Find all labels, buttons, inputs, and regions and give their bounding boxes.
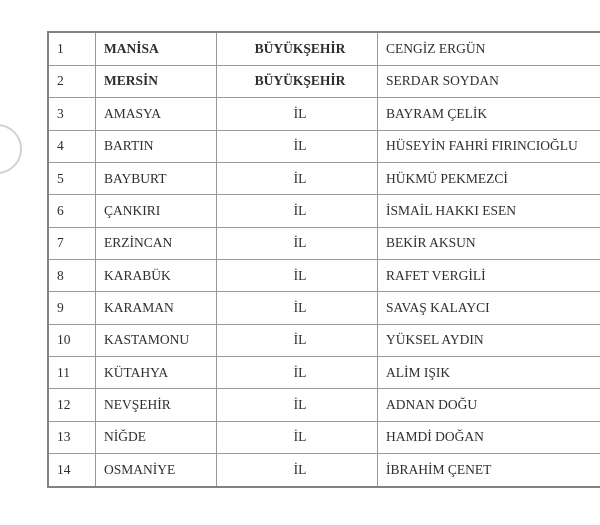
row-number-cell: 4 <box>48 130 96 162</box>
province-cell: KARABÜK <box>96 259 217 291</box>
candidate-cell: SERDAR SOYDAN <box>378 65 600 97</box>
province-cell: KÜTAHYA <box>96 357 217 389</box>
candidate-cell: SAVAŞ KALAYCI <box>378 292 600 324</box>
province-cell: NEVŞEHİR <box>96 389 217 421</box>
type-cell: İL <box>217 98 378 130</box>
type-cell: İL <box>217 130 378 162</box>
candidate-cell: RAFET VERGİLİ <box>378 259 600 291</box>
type-cell: İL <box>217 292 378 324</box>
province-cell: ERZİNCAN <box>96 227 217 259</box>
row-number-cell: 10 <box>48 324 96 356</box>
row-number-cell: 3 <box>48 98 96 130</box>
province-cell: AMASYA <box>96 98 217 130</box>
type-cell: İL <box>217 357 378 389</box>
row-number-cell: 14 <box>48 454 96 487</box>
type-cell: BÜYÜKŞEHİR <box>217 65 378 97</box>
table-row <box>48 227 600 259</box>
candidate-cell: HÜKMÜ PEKMEZCİ <box>378 162 600 194</box>
table-row <box>48 98 600 130</box>
row-number-cell: 7 <box>48 227 96 259</box>
row-number-cell: 12 <box>48 389 96 421</box>
candidate-cell: ADNAN DOĞU <box>378 389 600 421</box>
partial-circle-decoration <box>0 124 22 174</box>
table-row <box>48 130 600 162</box>
table-row <box>48 162 600 194</box>
type-cell: İL <box>217 421 378 453</box>
candidate-cell: CENGİZ ERGÜN <box>378 32 600 65</box>
table-row <box>48 32 600 65</box>
candidate-cell: BAYRAM ÇELİK <box>378 98 600 130</box>
candidate-cell: ALİM IŞIK <box>378 357 600 389</box>
candidate-table-body <box>48 32 600 487</box>
table-row <box>48 259 600 291</box>
province-cell: BARTIN <box>96 130 217 162</box>
province-cell: OSMANİYE <box>96 454 217 487</box>
province-cell: KASTAMONU <box>96 324 217 356</box>
province-cell: BAYBURT <box>96 162 217 194</box>
province-cell: NİĞDE <box>96 421 217 453</box>
row-number-cell: 2 <box>48 65 96 97</box>
row-number-cell: 9 <box>48 292 96 324</box>
candidate-cell: İSMAİL HAKKI ESEN <box>378 195 600 227</box>
type-cell: İL <box>217 162 378 194</box>
row-number-cell: 8 <box>48 259 96 291</box>
table-row <box>48 195 600 227</box>
row-number-cell: 1 <box>48 32 96 65</box>
table-row <box>48 292 600 324</box>
province-cell: MANİSA <box>96 32 217 65</box>
type-cell: İL <box>217 227 378 259</box>
candidate-cell: HÜSEYİN FAHRİ FIRINCIOĞLU <box>378 130 600 162</box>
table-row <box>48 324 600 356</box>
table-row <box>48 357 600 389</box>
type-cell: İL <box>217 324 378 356</box>
table-row <box>48 421 600 453</box>
candidate-cell: BEKİR AKSUN <box>378 227 600 259</box>
province-cell: ÇANKIRI <box>96 195 217 227</box>
row-number-cell: 5 <box>48 162 96 194</box>
candidate-cell: YÜKSEL AYDIN <box>378 324 600 356</box>
table-row <box>48 65 600 97</box>
candidate-cell: HAMDİ DOĞAN <box>378 421 600 453</box>
candidate-cell: İBRAHİM ÇENET <box>378 454 600 487</box>
row-number-cell: 13 <box>48 421 96 453</box>
table-row <box>48 389 600 421</box>
type-cell: İL <box>217 259 378 291</box>
row-number-cell: 11 <box>48 357 96 389</box>
candidate-table <box>47 31 600 488</box>
type-cell: İL <box>217 389 378 421</box>
table-row <box>48 454 600 487</box>
type-cell: İL <box>217 195 378 227</box>
province-cell: MERSİN <box>96 65 217 97</box>
type-cell: BÜYÜKŞEHİR <box>217 32 378 65</box>
type-cell: İL <box>217 454 378 487</box>
province-cell: KARAMAN <box>96 292 217 324</box>
row-number-cell: 6 <box>48 195 96 227</box>
